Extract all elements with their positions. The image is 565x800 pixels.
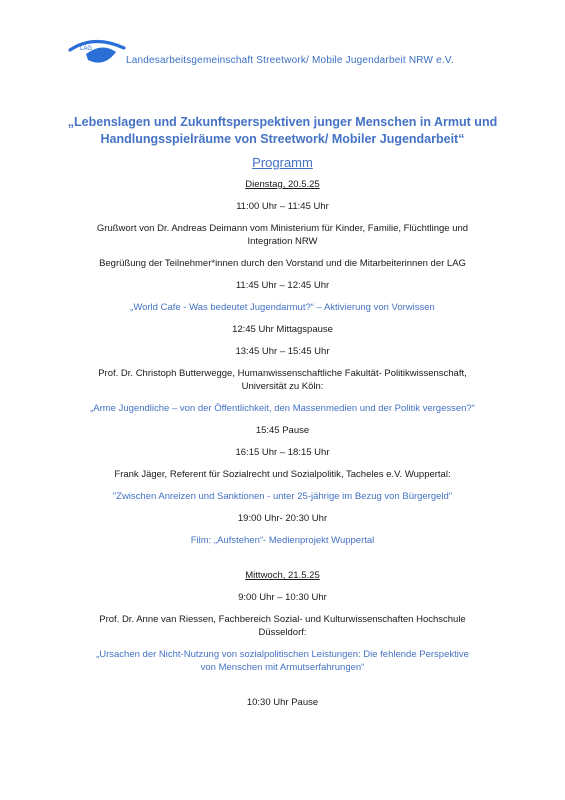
day1-time-5: 19:00 Uhr- 20:30 Uhr (237, 513, 328, 524)
greeting-line-1: Grußwort von Dr. Andreas Deimann vom Ministerium für Kinder, Familie, Flüchtlinge und (96, 223, 469, 234)
talk-line-1: „Ursachen der Nicht-Nutzung von sozialpolitischen Leistungen: Die fehlende Perspektive (96, 649, 469, 660)
speaker-butterwegge (55, 367, 510, 393)
speaker-line-2: Düsseldorf: (258, 627, 307, 638)
speaker-van-riessen (55, 613, 510, 639)
pause-1: 15:45 Pause (255, 425, 310, 436)
lag-logo (68, 38, 126, 68)
film-screening: Film: „Aufstehen“- Medienprojekt Wuppertal (190, 535, 375, 546)
talk-buergergeld: "Zwischen Anreizen und Sanktionen - unter 25-jährige im Bezug von Bürgergeld" (112, 491, 453, 502)
speaker-jaeger: Frank Jäger, Referent für Sozialrecht und Sozialpolitik, Tacheles e.V. Wuppertal: (114, 469, 451, 480)
day1-time-1: 11:00 Uhr – 11:45 Uhr (236, 201, 329, 212)
day2-time-1: 9:00 Uhr – 10:30 Uhr (238, 592, 327, 603)
speaker-line-1: Prof. Dr. Anne van Riessen, Fachbereich Sozial- und Kulturwissenschaften Hochschule (99, 614, 466, 625)
world-cafe-session: „World Cafe - Was bedeutet Jugendarmut?“ – Aktivierung von Vorwissen (130, 302, 435, 313)
logo-text: LAG (80, 46, 93, 52)
day2-date: Mittwoch, 21.5.25 (245, 570, 320, 581)
day1-time-3: 13:45 Uhr – 15:45 Uhr (235, 346, 330, 357)
day1-date: Dienstag, 20.5.25 (245, 179, 320, 190)
talk-line-2: von Menschen mit Armutserfahrungen“ (200, 662, 365, 673)
day1-time-4: 16:15 Uhr – 18:15 Uhr (235, 447, 330, 458)
lunch-break: 12:45 Uhr Mittagspause (232, 324, 333, 335)
title-line-2: Handlungsspielräume von Streetwork/ Mobiler Jugendarbeit“ (100, 132, 465, 146)
event-title (55, 114, 510, 148)
day1-welcome: Begrüßung der Teilnehmer*innen durch den Vorstand und die Mitarbeiterinnen der LAG (99, 258, 466, 269)
greeting-line-2: Integration NRW (247, 236, 318, 247)
speaker1-line-1: Prof. Dr. Christoph Butterwegge, Humanwissenschaftliche Fakultät- Politikwissenschaft, (98, 368, 467, 379)
document-body (55, 114, 510, 709)
program-heading: Programm (252, 155, 313, 170)
day1-time-2: 11:45 Uhr – 12:45 Uhr (235, 280, 330, 291)
page-header (0, 0, 565, 80)
speaker1-line-2: Universität zu Köln: (241, 381, 324, 392)
talk-arme-jugendliche: „Arme Jugendliche – von der Öffentlichkeit, den Massenmedien und der Politik vergessen?“ (90, 403, 475, 414)
day1-greeting (55, 222, 510, 248)
title-line-1: „Lebenslagen und Zukunftsperspektiven junger Menschen in Armut und (67, 115, 498, 129)
talk-nicht-nutzung (55, 648, 510, 674)
day2-pause: 10:30 Uhr Pause (246, 697, 319, 708)
organization-name: Landesarbeitsgemeinschaft Streetwork/ Mobile Jugendarbeit NRW e.V. (126, 55, 454, 66)
